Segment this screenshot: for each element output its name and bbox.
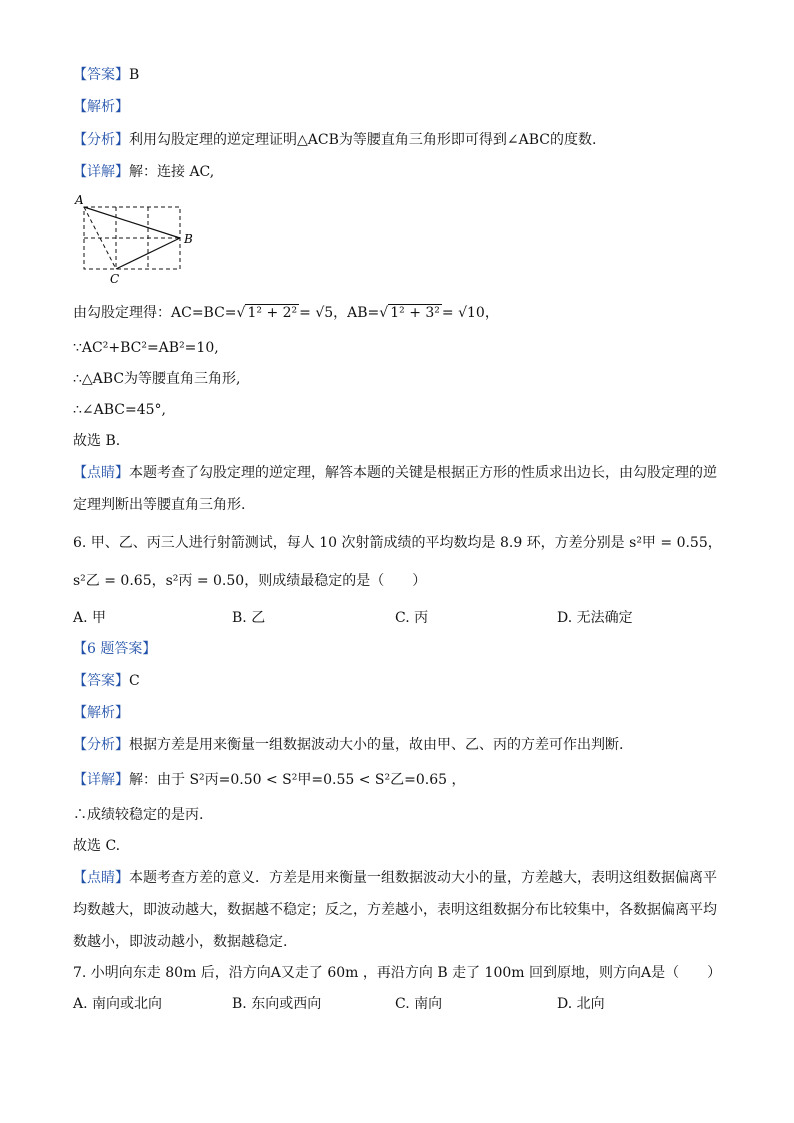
q6-fenxi-line bbox=[73, 736, 623, 754]
radicand-2: 1² + 3² bbox=[390, 305, 440, 321]
q6-option-b: B. 乙 bbox=[232, 610, 266, 626]
q6-analysis-heading bbox=[73, 704, 129, 722]
q7-option-d: D. 北向 bbox=[557, 996, 605, 1012]
detail-text: 解：连接 AC, bbox=[129, 164, 215, 180]
fenxi-text: 根据方差是用来衡量一组数据波动大小的量，故由甲、乙、丙的方差可作出判断. bbox=[129, 737, 624, 753]
q6-option-c: C. 丙 bbox=[395, 610, 429, 626]
label-b: B bbox=[184, 232, 193, 246]
q5-analysis-heading bbox=[73, 98, 129, 116]
q5-fenxi-line bbox=[73, 131, 596, 149]
q6-ans-heading: 【6 题答案】 bbox=[73, 641, 157, 657]
radical-1: √ 1² + 2² bbox=[236, 305, 298, 321]
detail-text: 解：由于 S²丙=0.50 < S²甲=0.55 < S²乙=0.65 ， bbox=[129, 772, 466, 788]
q7-stem: 7. 小明向东走 80m 后，沿方向A又走了 60m ，再沿方向 B 走了 100m 回到原地，则方向A是（ ） bbox=[73, 965, 722, 981]
detail-tag: 【详解】 bbox=[73, 772, 129, 788]
analysis-tag: 【解析】 bbox=[73, 99, 129, 115]
q5-dianjing-line-1 bbox=[73, 464, 717, 482]
label-a: A bbox=[75, 193, 84, 207]
radical-2: √ 1² + 3² bbox=[379, 305, 440, 321]
q6-answer-heading bbox=[73, 640, 156, 658]
q5-dianjing-line-2: 定理判断出等腰直角三角形. bbox=[73, 497, 246, 513]
detail-tag: 【详解】 bbox=[73, 164, 129, 180]
q6-dianjing-line-2: 均数越大，即波动越大，数据越不稳定；反之，方差越小，表明这组数据分布比较集中，各数据偏离平均 bbox=[73, 902, 717, 918]
fenxi-tag: 【分析】 bbox=[73, 132, 129, 148]
segment-ab bbox=[84, 207, 180, 238]
q6-option-a: A. 甲 bbox=[73, 610, 107, 626]
q5-therefore-1: ∴△ABC为等腰直角三角形, bbox=[73, 371, 241, 387]
answer-tag: 【答案】 bbox=[73, 673, 129, 689]
label-c: C bbox=[110, 272, 120, 286]
q6-stem-line-2: s²乙 = 0.65，s²丙 = 0.50，则成绩最稳定的是（ ） bbox=[73, 573, 427, 589]
dianjing-tag: 【点睛】 bbox=[73, 465, 129, 481]
q5-because-line: ∵AC²+BC²=AB²=10, bbox=[73, 340, 219, 356]
answer-value: C bbox=[129, 673, 140, 689]
radicand-1: 1² + 2² bbox=[247, 305, 298, 321]
q5-therefore-2: ∴∠ABC=45°, bbox=[73, 402, 167, 418]
q5-detail-line bbox=[73, 163, 214, 181]
dianjing-text-1: 本题考查方差的意义．方差是用来衡量一组数据波动大小的量，方差越大，表明这组数据偏离平 bbox=[129, 870, 717, 886]
grid-triangle-figure bbox=[70, 190, 210, 290]
q6-dianjing-line-3: 数越小，即波动越小，数据越稳定. bbox=[73, 934, 288, 950]
eq1-prefix: 由勾股定理得：AC=BC= bbox=[73, 305, 237, 321]
q6-answer-line bbox=[73, 672, 140, 690]
fenxi-tag: 【分析】 bbox=[73, 737, 129, 753]
q6-stem-line-1: 6. 甲、乙、丙三人进行射箭测试，每人 10 次射箭成绩的平均数均是 8.9 环，方差分别是 s²甲 = 0.55， bbox=[73, 535, 722, 551]
q6-detail-line bbox=[73, 771, 465, 789]
q5-pythagoras-line bbox=[73, 304, 499, 322]
q6-choose: 故选 C. bbox=[73, 838, 121, 854]
answer-tag: 【答案】 bbox=[73, 67, 129, 83]
dianjing-text-1: 本题考查了勾股定理的逆定理，解答本题的关键是根据正方形的性质求出边长，由勾股定理的逆 bbox=[129, 465, 717, 481]
q5-choose: 故选 B. bbox=[73, 433, 121, 449]
q6-option-d: D. 无法确定 bbox=[557, 610, 633, 626]
answer-value: B bbox=[129, 67, 140, 83]
eq1-suffix: ， bbox=[484, 305, 499, 321]
dianjing-tag: 【点睛】 bbox=[73, 870, 129, 886]
fenxi-text: 利用勾股定理的逆定理证明△ACB为等腰直角三角形即可得到∠ABC的度数. bbox=[129, 132, 597, 148]
q7-option-c: C. 南向 bbox=[395, 996, 443, 1012]
analysis-tag: 【解析】 bbox=[73, 705, 129, 721]
q5-answer-line bbox=[73, 66, 139, 84]
q6-dianjing-line-1 bbox=[73, 869, 717, 887]
eq1-result-1: = √5 bbox=[299, 305, 334, 321]
eq1-result-2: = √10 bbox=[441, 305, 485, 321]
q7-option-a: A. 南向或北向 bbox=[73, 996, 163, 1012]
eq1-mid: ，AB= bbox=[333, 305, 380, 321]
q7-option-b: B. 东向或西向 bbox=[232, 996, 322, 1012]
q6-therefore: ∴成绩较稳定的是丙. bbox=[73, 807, 204, 823]
